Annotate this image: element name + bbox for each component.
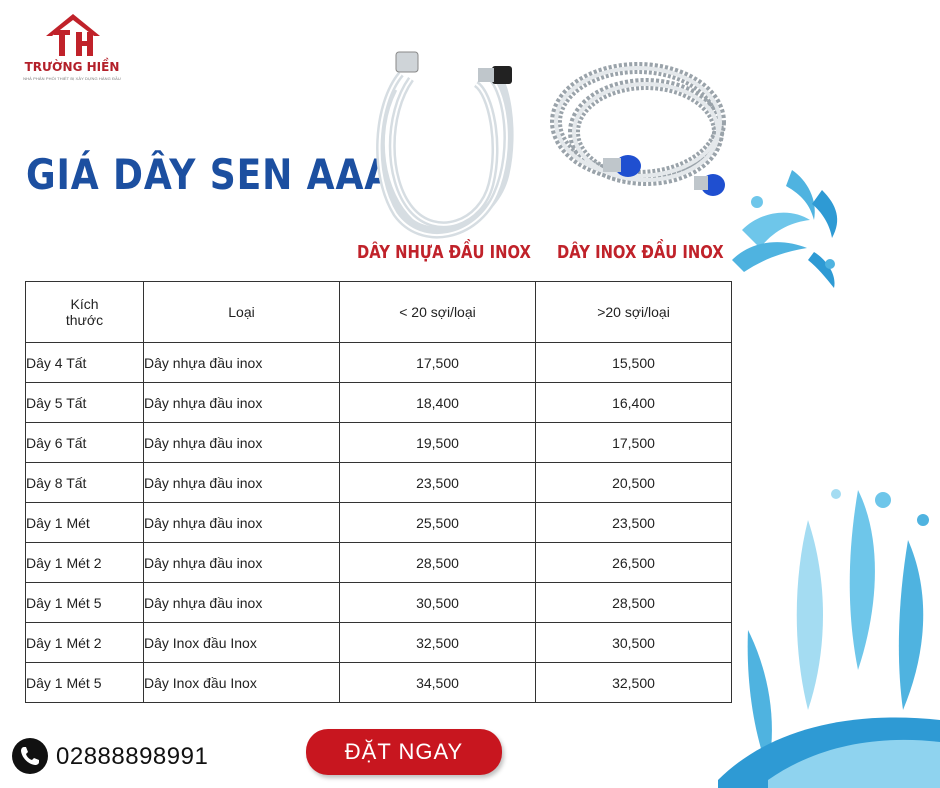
cell-price-under-20: 17,500	[340, 343, 536, 383]
cell-size: Dây 1 Mét 5	[26, 663, 144, 703]
cell-type: Dây nhựa đầu inox	[144, 463, 340, 503]
logo-house-icon	[40, 12, 106, 60]
water-splash-icon	[722, 160, 846, 292]
cell-size: Dây 1 Mét 5	[26, 583, 144, 623]
cell-price-under-20: 25,500	[340, 503, 536, 543]
cell-price-over-20: 26,500	[536, 543, 732, 583]
phone-number[interactable]: 02888898991	[56, 743, 209, 770]
plastic-hose-label: DÂY NHỰA ĐẦU INOX	[357, 242, 531, 263]
cell-size: Dây 5 Tất	[26, 383, 144, 423]
cell-type: Dây nhựa đầu inox	[144, 343, 340, 383]
inox-hose-label: DÂY INOX ĐẦU INOX	[557, 242, 724, 263]
cell-price-under-20: 34,500	[340, 663, 536, 703]
price-table	[25, 281, 732, 703]
brand-logo	[18, 12, 128, 82]
cell-type: Dây Inox đầu Inox	[144, 623, 340, 663]
cell-size: Dây 1 Mét 2	[26, 543, 144, 583]
phone-icon	[12, 738, 48, 774]
header-type: Loại	[144, 282, 340, 343]
cell-price-over-20: 16,400	[536, 383, 732, 423]
cell-price-under-20: 28,500	[340, 543, 536, 583]
cell-price-over-20: 20,500	[536, 463, 732, 503]
brand-name: TRƯỜNG HIỀN	[24, 60, 120, 74]
order-now-button[interactable]: ĐẶT NGAY	[306, 729, 502, 775]
water-splash-large	[708, 480, 940, 788]
table-row	[26, 623, 732, 663]
cell-price-over-20: 23,500	[536, 503, 732, 543]
cell-price-under-20: 18,400	[340, 383, 536, 423]
cell-price-under-20: 23,500	[340, 463, 536, 503]
cell-type: Dây nhựa đầu inox	[144, 423, 340, 463]
table-row	[26, 663, 732, 703]
cell-price-over-20: 15,500	[536, 343, 732, 383]
cell-size: Dây 6 Tất	[26, 423, 144, 463]
cell-price-under-20: 32,500	[340, 623, 536, 663]
cell-price-over-20: 28,500	[536, 583, 732, 623]
table-row	[26, 383, 732, 423]
table-header-row	[26, 282, 732, 343]
cell-price-over-20: 17,500	[536, 423, 732, 463]
table-row	[26, 463, 732, 503]
cell-type: Dây Inox đầu Inox	[144, 663, 340, 703]
inox-hose-image	[548, 60, 738, 210]
brand-tagline: NHÀ PHÂN PHỐI THIẾT BỊ XÂY DỰNG HÀNG ĐẦU	[23, 76, 121, 81]
cell-type: Dây nhựa đầu inox	[144, 383, 340, 423]
table-row	[26, 583, 732, 623]
cell-type: Dây nhựa đầu inox	[144, 583, 340, 623]
cell-size: Dây 1 Mét 2	[26, 623, 144, 663]
cell-type: Dây nhựa đầu inox	[144, 503, 340, 543]
page-title: GIÁ DÂY SEN AAA	[26, 150, 394, 199]
table-row	[26, 423, 732, 463]
cell-price-under-20: 19,500	[340, 423, 536, 463]
cell-size: Dây 4 Tất	[26, 343, 144, 383]
cell-price-over-20: 32,500	[536, 663, 732, 703]
cell-type: Dây nhựa đầu inox	[144, 543, 340, 583]
table-row	[26, 503, 732, 543]
cell-size: Dây 8 Tất	[26, 463, 144, 503]
cell-size: Dây 1 Mét	[26, 503, 144, 543]
cell-price-under-20: 30,500	[340, 583, 536, 623]
header-size: Kích thước	[26, 282, 144, 343]
header-price-under-20: < 20 sợi/loại	[340, 282, 536, 343]
cell-price-over-20: 30,500	[536, 623, 732, 663]
plastic-hose-image	[366, 44, 536, 240]
header-price-over-20: >20 sợi/loại	[536, 282, 732, 343]
table-row	[26, 543, 732, 583]
table-row	[26, 343, 732, 383]
